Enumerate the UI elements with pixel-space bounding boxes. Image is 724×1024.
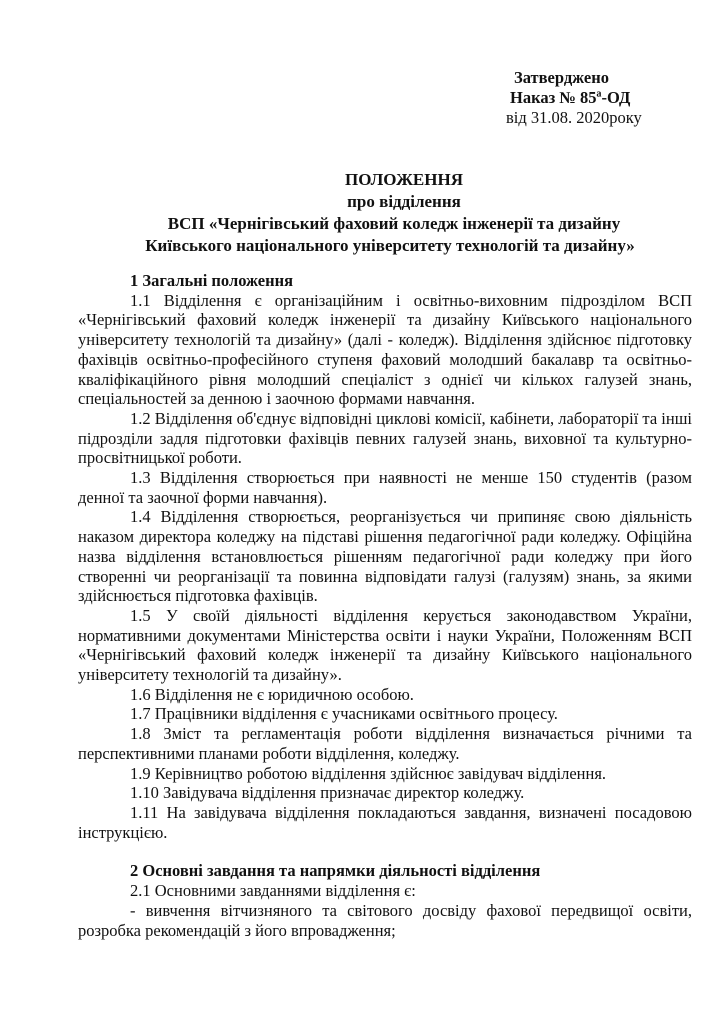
title-line-3: ВСП «Чернігівський фаховий коледж інженерії та дизайну <box>167 214 621 233</box>
paragraph-2-1: 2.1 Основними завданнями відділення є: <box>130 881 416 901</box>
paragraph-1-5: 1.5 У своїй діяльності відділення керується законодавством України, нормативними документами Міністерства освіти і науки України, Положенням ВСП «Чернігівський фаховий коледж інженерії та дизайну Київського національного університету технологій та дизайну». <box>78 605 692 685</box>
approval-date: від 31.08. 2020року <box>506 108 642 127</box>
paragraph-1-3: 1.3 Відділення створюється при наявності не менше 150 студентів (разом денної та заочної форми навчання). <box>78 468 692 507</box>
paragraph-1-7: 1.7 Працівники відділення є учасниками освітнього процесу. <box>130 704 558 724</box>
title-line-4: Київського національного університету технологій та дизайну» <box>145 236 635 255</box>
paragraph-1-11: 1.11 На завідувача відділення покладаються завдання, визначені посадовою інструкцією. <box>78 802 692 842</box>
paragraph-1-9: 1.9 Керівництво роботою відділення здійснює завідувач відділення. <box>130 763 607 783</box>
approval-label: Затверджено <box>514 68 610 87</box>
section-2-heading: 2 Основні завдання та напрямки діяльності відділення <box>130 861 541 881</box>
section-spacer <box>78 842 692 861</box>
paragraph-1-4: 1.4 Відділення створюється, реорганізується чи припиняє свою діяльність наказом директора коледжу на підставі рішення педагогічної ради коледжу. Офіційна назва відділення встановлюється рішенням педагогічної ради коледжу при його створенні чи реорганізації та повинна відповідати галузі (галузям) знань, за якими здійснюється підготовка фахівців. <box>78 507 692 606</box>
approval-stamp <box>506 68 642 128</box>
approval-order: Наказ № 85ª-ОД <box>510 88 631 107</box>
paragraph-1-6: 1.6 Відділення не є юридичною особою. <box>130 684 414 704</box>
title-line-1: ПОЛОЖЕННЯ <box>345 170 463 189</box>
paragraph-1-10: 1.10 Завідувача відділення призначає директор коледжу. <box>130 783 525 803</box>
paragraph-2-1-item-1: - вивчення вітчизняного та світового досвіду фахової передвищої освіти, розробка рекомендацій з його впровадження; <box>78 900 692 940</box>
paragraph-1-1: 1.1 Відділення є організаційним і освітньо-виховним підрозділом ВСП «Чернігівський фаховий коледж інженерії та дизайну Київського національного університету технологій та дизайну» (далі - коледж). Відділення здійснює підготовку фахівців освітньо-професійного ступеня фаховий молодший бакалавр та освітньо-кваліфікаційного рівня молодший спеціаліст з однієї чи кількох галузей знань, спеціальностей за денною і заочною формами навчання. <box>78 290 692 409</box>
document-title <box>80 169 700 257</box>
title-line-2: про відділення <box>347 192 461 211</box>
paragraph-1-8: 1.8 Зміст та регламентація роботи відділення визначається річними та перспективними планами роботи відділення, коледжу. <box>78 724 692 763</box>
document-body <box>78 271 692 940</box>
section-1-heading: 1 Загальні положення <box>130 271 294 290</box>
paragraph-1-2: 1.2 Відділення об'єднує відповідні циклові комісії, кабінети, лабораторії та інші підрозділи задля підготовки фахівців певних галузей знань, виховної та культурно-просвітницької роботи. <box>78 408 692 468</box>
